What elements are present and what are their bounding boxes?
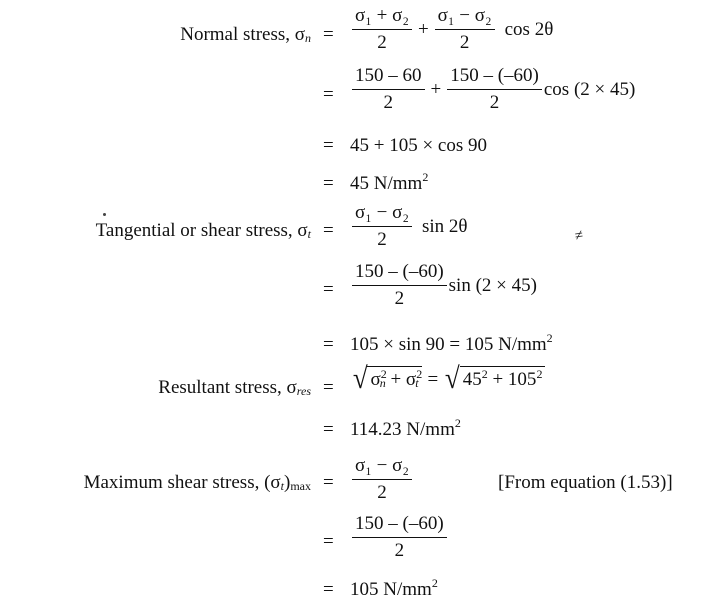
equals-sign: = — [323, 173, 334, 194]
equals-sign: = — [323, 84, 334, 105]
resultant-stress-result: 114.23 N/mm $^2$ — [350, 415, 461, 440]
normal-stress-step: 45 + 105 × cos 90 — [350, 135, 488, 156]
max-shear-substitution — [350, 514, 449, 561]
equals-sign: = — [323, 377, 334, 398]
fraction: $\frac{\text{σ₁ − σ₂}}{2}$ — [435, 6, 495, 53]
normal-stress-result: 45 N/mm $^2$ — [350, 169, 429, 194]
fraction: $\frac{150 - 60}{2}$ — [352, 66, 425, 113]
equation-reference: [From equation (1.53)] — [498, 472, 673, 493]
stray-dot — [103, 213, 106, 216]
resultant-stress-label: Resultant stress, $\sigma_{res}$ — [158, 377, 311, 398]
equals-sign: = — [323, 472, 334, 493]
equals-sign: = — [323, 419, 334, 440]
equals-sign: = — [323, 135, 334, 156]
fraction: $\frac{150 - (-60)}{2}$ — [352, 514, 447, 561]
equals-sign: = — [323, 220, 334, 241]
shear-stress-formula: $\frac{\text{σ₁ − σ₂}}{2}$ sin 2θ — [350, 203, 467, 250]
fraction: $\frac{\text{σ₁ − σ₂}}{2}$ — [352, 456, 412, 503]
shear-stress-substitution: $\frac{150 - (-60)}{2}$ sin (2 × 45) — [350, 262, 537, 309]
fraction: $\frac{\text{σ₁ + σ₂}}{2}$ — [352, 6, 412, 53]
equals-sign: = — [323, 531, 334, 552]
square-root: √ $\sigma^2_n + \sigma^2_t$ — [352, 362, 423, 395]
max-shear-formula — [350, 456, 414, 503]
resultant-stress-formula: √ $\sigma^2_n + \sigma^2_t$ = √ $45^2 + 105^2$ — [350, 364, 547, 394]
fraction: $\frac{150 - (-60)}{2}$ — [447, 66, 542, 113]
fraction: $\frac{\text{σ₁ − σ₂}}{2}$ — [352, 203, 412, 250]
max-shear-result: 105 N/mm $^2$ — [350, 575, 438, 600]
normal-stress-substitution: $\frac{150 - 60}{2}$ + $\frac{150 - (-60)}{2}$ cos (2 × 45) — [350, 66, 635, 113]
normal-stress-label: Normal stress, $\sigma_n$ — [180, 24, 311, 45]
equals-sign: = — [323, 334, 334, 355]
equals-sign: = — [323, 579, 334, 600]
equals-sign: = — [323, 24, 334, 45]
shear-stress-result: 105 × sin 90 = 105 N/mm $^2$ — [350, 330, 553, 355]
margin-mark: ≠ — [573, 227, 585, 245]
equals-sign: = — [323, 279, 334, 300]
fraction: $\frac{150 - (-60)}{2}$ — [352, 262, 447, 309]
square-root: √ $45^2 + 105^2$ — [444, 364, 545, 394]
normal-stress-formula: $\frac{\text{σ₁ + σ₂}}{2}$ + $\frac{\text{σ₁ − σ₂}}{2}$ cos 2θ — [350, 6, 553, 53]
tangential-stress-label: Tangential or shear stress, $\sigma_t$ — [95, 220, 311, 241]
max-shear-stress-label: Maximum shear stress, $(\sigma_t)_{max}$ — [83, 472, 311, 493]
